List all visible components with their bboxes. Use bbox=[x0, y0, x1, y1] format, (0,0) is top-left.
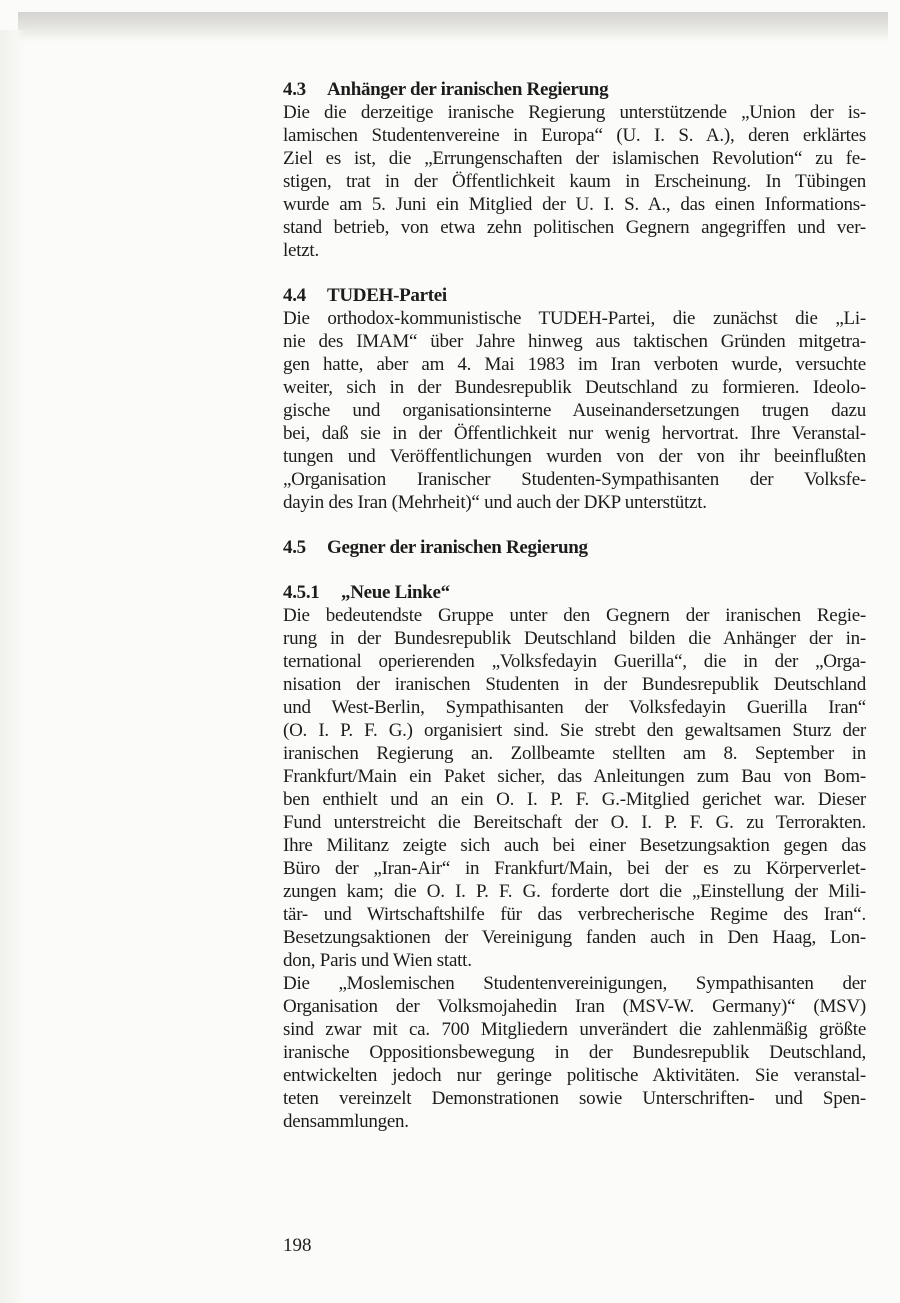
text-line: iranischen Regierung an. Zollbeamte stellten am 8. September in bbox=[283, 743, 866, 764]
text-line: Ziel es ist, die „Errungenschaften der islamischen Revolution“ zu fe- bbox=[283, 148, 866, 169]
text-line: Die orthodox-kommunistische TUDEH-Partei, die zunächst die „Li- bbox=[283, 308, 866, 329]
scan-edge-shadow bbox=[18, 12, 888, 42]
text-line: Die bedeutendste Gruppe unter den Gegnern der iranischen Regie- bbox=[283, 605, 866, 626]
text-line: „Organisation Iranischer Studenten-Sympathisanten der Volksfe- bbox=[283, 469, 866, 490]
text-line: zungen kam; die O. I. P. F. G. forderte dort die „Einstellung der Mili- bbox=[283, 881, 866, 902]
section-title: Anhänger der iranischen Regierung bbox=[327, 79, 609, 100]
text-line: stand betrieb, von etwa zehn politischen Gegnern angegriffen und ver- bbox=[283, 217, 866, 238]
section-4-3 bbox=[283, 78, 866, 262]
text-line: bei, daß sie in der Öffentlichkeit nur wenig hervortrat. Ihre Veranstal- bbox=[283, 423, 866, 444]
text-line: (O. I. P. F. G.) organisiert sind. Sie strebt den gewaltsamen Sturz der bbox=[283, 720, 866, 741]
text-line: gische und organisationsinterne Auseinandersetzungen trugen dazu bbox=[283, 400, 866, 421]
text-line: densammlungen. bbox=[283, 1111, 409, 1132]
text-line: ternational operierenden „Volksfedayin Guerilla“, die in der „Orga- bbox=[283, 651, 866, 672]
text-line: stigen, trat in der Öffentlichkeit kaum in Erscheinung. In Tübingen bbox=[283, 171, 866, 192]
text-line: wurde am 5. Juni ein Mitglied der U. I. S. A., das einen Informations- bbox=[283, 194, 866, 215]
text-line: Ihre Militanz zeigte sich auch bei einer Besetzungsaktion gegen das bbox=[283, 835, 866, 856]
section-title: TUDEH-Partei bbox=[327, 285, 447, 306]
text-line: teten vereinzelt Demonstrationen sowie Unterschriften- und Spen- bbox=[283, 1088, 866, 1109]
text-line: und West-Berlin, Sympathisanten der Volksfedayin Guerilla Iran“ bbox=[283, 697, 866, 718]
section-4-5-1 bbox=[283, 581, 866, 1133]
section-heading bbox=[283, 536, 866, 559]
text-line: nisation der iranischen Studenten in der Bundesrepublik Deutschland bbox=[283, 674, 866, 695]
text-line: Organisation der Volksmojahedin Iran (MSV-W. Germany)“ (MSV) bbox=[283, 996, 866, 1017]
section-title: „Neue Linke“ bbox=[341, 582, 450, 603]
text-line: entwickelten jedoch nur geringe politische Aktivitäten. Sie veranstal- bbox=[283, 1065, 866, 1086]
paragraph bbox=[283, 101, 866, 262]
text-line: Büro der „Iran-Air“ in Frankfurt/Main, bei der es zu Körperverlet- bbox=[283, 858, 866, 879]
text-line: tär- und Wirtschaftshilfe für das verbrecherische Regime des Iran“. bbox=[283, 904, 866, 925]
text-line: sind zwar mit ca. 700 Mitgliedern unverändert die zahlenmäßig größte bbox=[283, 1019, 866, 1040]
section-heading bbox=[283, 284, 866, 307]
text-line: ben enthielt und an ein O. I. P. F. G.-Mitglied gerichet war. Dieser bbox=[283, 789, 866, 810]
text-line: lamischen Studentenvereine in Europa“ (U. I. S. A.), deren erklärtes bbox=[283, 125, 866, 146]
section-4-4 bbox=[283, 284, 866, 514]
text-line: letzt. bbox=[283, 240, 319, 261]
section-number: 4.3 bbox=[283, 79, 306, 100]
paragraph bbox=[283, 307, 866, 514]
text-line: weiter, sich in der Bundesrepublik Deutschland zu formieren. Ideolo- bbox=[283, 377, 866, 398]
scan-left-edge bbox=[0, 30, 26, 1303]
text-line: Die „Moslemischen Studentenvereinigungen, Sympathisanten der bbox=[283, 973, 866, 994]
text-line: rung in der Bundesrepublik Deutschland bilden die Anhänger der in- bbox=[283, 628, 866, 649]
text-line: Besetzungsaktionen der Vereinigung fanden auch in Den Haag, Lon- bbox=[283, 927, 866, 948]
section-title: Gegner der iranischen Regierung bbox=[327, 537, 588, 558]
text-line: Die die derzeitige iranische Regierung unterstützende „Union der is- bbox=[283, 102, 866, 123]
section-number: 4.5 bbox=[283, 537, 306, 558]
text-line: tungen und Veröffentlichungen wurden von der von ihr beeinflußten bbox=[283, 446, 866, 467]
text-line: Fund unterstreicht die Bereitschaft der O. I. P. F. G. zu Terrorakten. bbox=[283, 812, 866, 833]
section-number: 4.4 bbox=[283, 285, 306, 306]
document-body bbox=[283, 78, 866, 1155]
section-number: 4.5.1 bbox=[283, 582, 320, 603]
paragraph bbox=[283, 972, 866, 1133]
section-4-5 bbox=[283, 536, 866, 559]
section-heading bbox=[283, 581, 866, 604]
text-line: don, Paris und Wien statt. bbox=[283, 950, 472, 971]
text-line: nie des IMAM“ über Jahre hinweg aus taktischen Gründen mitgetra- bbox=[283, 331, 866, 352]
section-heading bbox=[283, 78, 866, 101]
text-line: iranische Oppositionsbewegung in der Bundesrepublik Deutschland, bbox=[283, 1042, 866, 1063]
text-line: gen hatte, aber am 4. Mai 1983 im Iran verboten wurde, versuchte bbox=[283, 354, 866, 375]
paragraph bbox=[283, 604, 866, 972]
text-line: dayin des Iran (Mehrheit)“ und auch der DKP unterstützt. bbox=[283, 492, 707, 513]
page-number: 198 bbox=[283, 1235, 312, 1256]
text-line: Frankfurt/Main ein Paket sicher, das Anleitungen zum Bau von Bom- bbox=[283, 766, 866, 787]
